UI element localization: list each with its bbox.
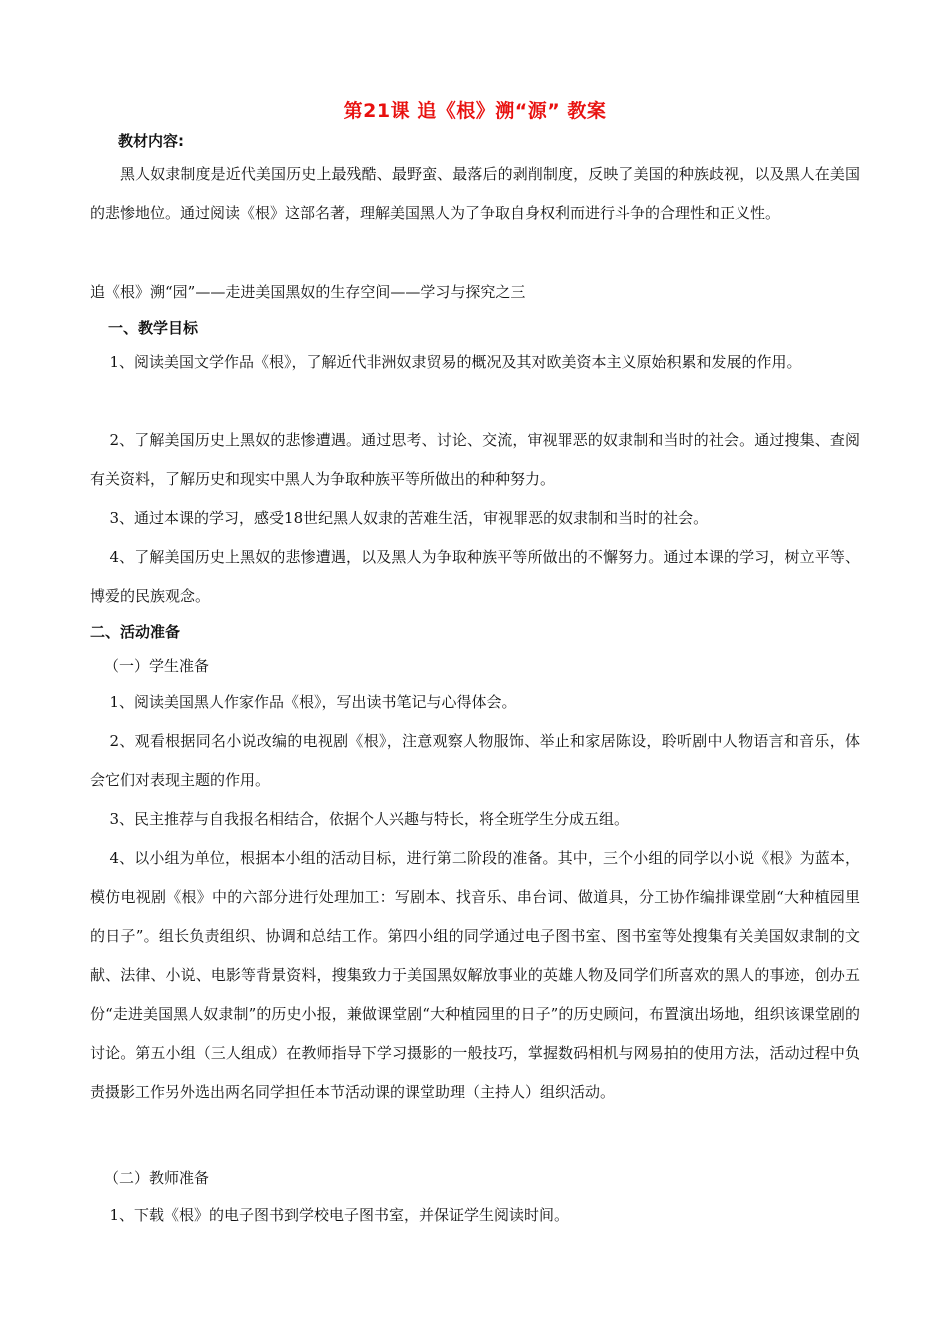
document-title: 第21课 追《根》溯“源” 教案 bbox=[343, 100, 607, 122]
objective-item: 3、通过本课的学习，感受18世纪黑人奴隶的苦难生活，审视罪恶的奴隶制和当时的社会。 bbox=[109, 509, 709, 527]
objective-item: 1、阅读美国文学作品《根》，了解近代非洲奴隶贸易的概况及其对欧美资本主义原始积累和发展的作用。 bbox=[109, 353, 802, 371]
material-label: 教材内容: bbox=[118, 132, 184, 150]
student-prep-item: 4、以小组为单位，根据本小组的活动目标，进行第二阶段的准备。其中，三个小组的同学以小说《根》为蓝本，模仿电视剧《根》中的六部分进行处理加工：写剧本、找音乐、串台词、做道具，分工协作编排课堂剧“大种植园里的日子”。组长负责组织、协调和总结工作。第四小组的同学通过电子图书室、图书室等处搜集有关美国奴隶制的文献、法律、小说、电影等背景资料，搜集致力于美国黑奴解放事业的英雄人物及同学们所喜欢的黑人的事迹，创办五份“走进美国黑人奴隶制”的历史小报，兼做课堂剧“大种植园里的日子”的历史顾问，布置演出场地，组织该课堂剧的讨论。第五小组（三人组成）在教师指导下学习摄影的一般技巧，掌握数码相机与网易拍的使用方法，活动过程中负责摄影工作另外选出两名同学担任本节活动课的课堂助理（主持人）组织活动。 bbox=[90, 849, 860, 1101]
teacher-prep-item: 1、下载《根》的电子图书到学校电子图书室，并保证学生阅读时间。 bbox=[109, 1206, 570, 1224]
student-prep-item: 1、阅读美国黑人作家作品《根》，写出读书笔记与心得体会。 bbox=[109, 693, 517, 711]
section1-heading: 一、教学目标 bbox=[108, 319, 199, 337]
objective-item: 4、了解美国历史上黑奴的悲惨遭遇，以及黑人为争取种族平等所做出的不懈努力。通过本课的学习，树立平等、博爱的民族观念。 bbox=[90, 548, 860, 605]
teacher-prep-heading: （二）教师准备 bbox=[104, 1169, 210, 1187]
student-prep-item: 3、民主推荐与自我报名相结合，依据个人兴趣与特长，将全班学生分成五组。 bbox=[109, 810, 630, 828]
objective-item: 2、了解美国历史上黑奴的悲惨遭遇。通过思考、讨论、交流，审视罪恶的奴隶制和当时的社会。通过搜集、查阅有关资料，了解历史和现实中黑人为争取种族平等所做出的种种努力。 bbox=[90, 431, 860, 488]
student-prep-item: 2、观看根据同名小说改编的电视剧《根》，注意观察人物服饰、举止和家居陈设，聆听剧中人物语言和音乐，体会它们对表现主题的作用。 bbox=[90, 732, 860, 789]
section2-heading: 二、活动准备 bbox=[90, 623, 181, 641]
student-prep-heading: （一）学生准备 bbox=[104, 657, 210, 675]
subtitle: 追《根》溯“园”——走进美国黑奴的生存空间——学习与探究之三 bbox=[90, 283, 526, 301]
intro-paragraph: 黑人奴隶制度是近代美国历史上最残酷、最野蛮、最落后的剥削制度，反映了美国的种族歧视，以及黑人在美国的悲惨地位。通过阅读《根》这部名著，理解美国黑人为了争取自身权利而进行斗争的合理性和正义性。 bbox=[90, 165, 860, 222]
